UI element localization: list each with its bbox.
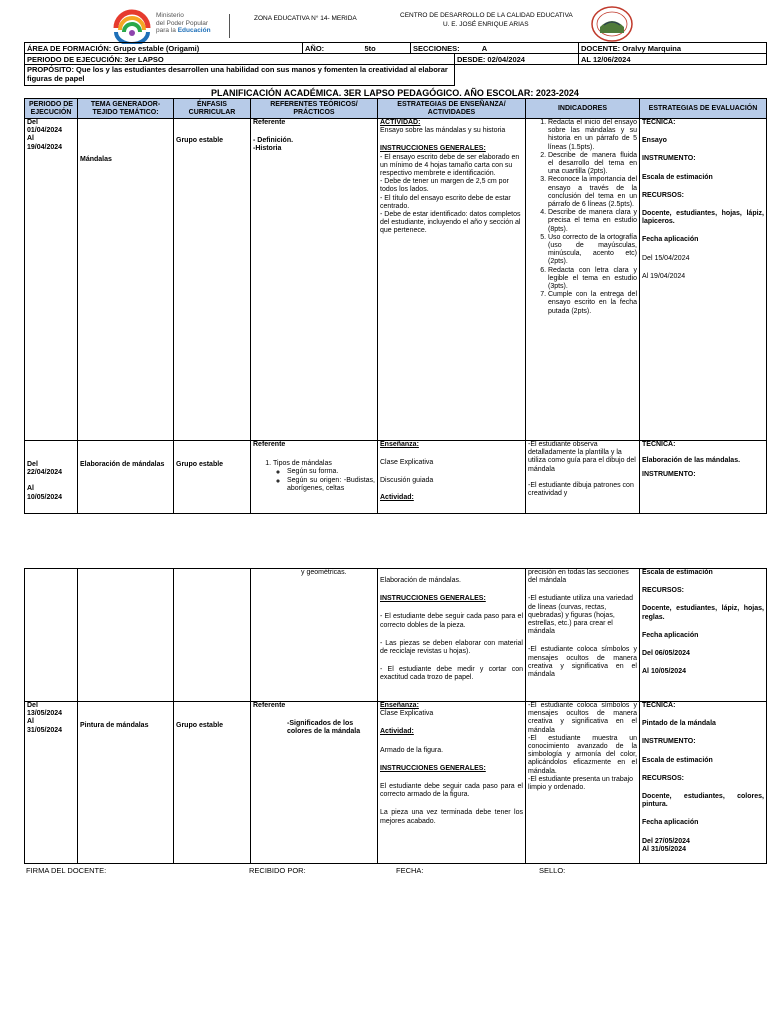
periodo-line: Del bbox=[27, 461, 38, 468]
ministry-line-1: Ministerio bbox=[156, 12, 184, 19]
eval-line: Al 10/05/2024 bbox=[642, 668, 686, 676]
periodo-line: Del bbox=[27, 119, 38, 126]
eval-line: Escala de estimación bbox=[642, 569, 713, 576]
indicador-item: 7. Cumple con la entrega del ensayo escrito en la fecha putada (2pts). bbox=[548, 291, 637, 316]
info-table bbox=[24, 42, 767, 86]
enfasis-text: Grupo estable bbox=[176, 137, 224, 144]
actividad-label: ACTIVIDAD: bbox=[380, 119, 421, 126]
col-estrategias: ESTRATEGIAS DE ENSEÑANZA/ ACTIVIDADES bbox=[378, 99, 526, 119]
logo-divider bbox=[229, 14, 230, 38]
enfasis-text: Grupo estable bbox=[176, 461, 224, 468]
ministry-logo-icon bbox=[112, 8, 152, 44]
zona-educativa: ZONA EDUCATIVA N° 14- MERIDA bbox=[254, 15, 357, 22]
ref-item: - Definición. bbox=[253, 137, 294, 145]
actividad-text: Armado de la figura. bbox=[380, 746, 444, 754]
instruccion-item: La pieza una vez terminada debe tener los mejores acabado. bbox=[380, 809, 523, 825]
centro-line-1: CENTRO DE DESARROLLO DE LA CALIDAD EDUCATIVA bbox=[400, 12, 573, 19]
proposito: PROPÓSITO: Que los y las estudiantes desarrollen una habilidad con sus manos y fomenten la creatividad al elaborar figuras de papel bbox=[25, 65, 455, 86]
eval-line: Al 31/05/2024 bbox=[642, 845, 686, 853]
area-formacion: ÁREA DE FORMACIÓN: Grupo estable (Origami) bbox=[25, 43, 303, 54]
ref-bullets bbox=[273, 468, 375, 493]
actividad-text: Ensayo sobre las mándalas y su historia bbox=[380, 127, 506, 135]
eval-line: Docente, estudiantes, lápiz, hojas, reglas. bbox=[642, 605, 764, 621]
eval-line: RECURSOS: bbox=[642, 774, 685, 782]
tema-cell bbox=[78, 569, 174, 702]
evaluacion-cell bbox=[640, 441, 767, 514]
eval-line: Fecha aplicación bbox=[642, 236, 699, 244]
eval-line: TÉCNICA: bbox=[642, 702, 676, 709]
periodo-line: 13/05/2024 bbox=[27, 710, 63, 718]
eval-line: Ensayo bbox=[642, 137, 667, 145]
secciones bbox=[411, 43, 579, 54]
ref-continuation: y geométricas. bbox=[301, 569, 347, 576]
periodo-cell bbox=[25, 569, 78, 702]
col-referentes: REFERENTES TEÓRICOS/ PRÁCTICOS bbox=[251, 99, 378, 119]
col-periodo: PERIODO DE EJECUCIÓN bbox=[25, 99, 78, 119]
instrucciones-label: INSTRUCCIONES GENERALES: bbox=[380, 764, 486, 772]
periodo-line: Del bbox=[27, 702, 38, 709]
instrucciones-label: INSTRUCCIONES GENERALES: bbox=[380, 145, 486, 153]
table-row bbox=[25, 569, 767, 702]
ensenanza-label: Enseñanza: bbox=[380, 702, 419, 709]
table-row bbox=[25, 119, 767, 441]
indicador-text: -El estudiante coloca símbolos y mensajes ocultos de manera creativa y significativa en el mándala bbox=[528, 646, 637, 679]
eval-line: Docente, estudiantes, colores, pintura. bbox=[642, 793, 764, 809]
referentes-cell bbox=[251, 441, 378, 514]
eval-line: Elaboración de las mándalas. bbox=[642, 457, 741, 465]
indicadores-cell bbox=[526, 119, 640, 441]
ref-list bbox=[253, 460, 375, 493]
ref-title: Referente bbox=[253, 441, 286, 448]
instruccion-item: - El estudiante debe seguir cada paso para el correcto dobles de la pieza. bbox=[380, 613, 523, 629]
evaluacion-cell bbox=[640, 119, 767, 441]
instrucciones-label: INSTRUCCIONES GENERALES: bbox=[380, 595, 486, 603]
tema-text: Elaboración de mándalas bbox=[80, 461, 165, 468]
periodo-line: 31/05/2024 bbox=[27, 726, 63, 734]
instruccion-item: - Las piezas se deben elaborar con material de reciclaje revistas u hojas). bbox=[380, 639, 523, 656]
school-seal-icon bbox=[590, 5, 634, 43]
col-enfasis: ÉNFASIS CURRICULAR bbox=[174, 99, 251, 119]
estrategias-cell bbox=[378, 702, 526, 864]
instruccion-item: - Debe de tener un margen de 2,5 cm por todos los lados. bbox=[380, 178, 509, 194]
enfasis-cell bbox=[174, 569, 251, 702]
indicadores-list bbox=[528, 119, 637, 316]
periodo-line: Al bbox=[27, 135, 34, 143]
eval-line: RECURSOS: bbox=[642, 191, 685, 199]
eval-line: TÉCNICA: bbox=[642, 441, 676, 448]
secciones-label: SECCIONES: bbox=[413, 43, 460, 53]
ministry-line-3-bold: Educación bbox=[177, 27, 211, 34]
estrategias-cell bbox=[378, 569, 526, 702]
indicador-item: 6. Redacta con letra clara y legible el tema en estudio (3pts). bbox=[548, 267, 637, 292]
enfasis-text: Grupo estable bbox=[176, 722, 224, 729]
indicador-item: 2. Describe de manera fluida el desarrollo del tema en una cuartilla (2pts). bbox=[548, 152, 637, 177]
plan-title: PLANIFICACIÓN ACADÉMICA. 3ER LAPSO PEDAGÓGICO. AÑO ESCOLAR: 2023-2024 bbox=[211, 88, 579, 98]
enfasis-cell bbox=[174, 119, 251, 441]
enfasis-cell bbox=[174, 441, 251, 514]
enfasis-cell bbox=[174, 702, 251, 864]
eval-line: RECURSOS: bbox=[642, 587, 685, 595]
indicador-text: -El estudiante dibuja patrones con creatividad y bbox=[528, 481, 634, 498]
docente: DOCENTE: Oralvy Marquina bbox=[579, 43, 767, 54]
evaluacion-cell bbox=[640, 569, 767, 702]
periodo-line: 19/04/2024 bbox=[27, 143, 63, 151]
indicador-item: 4. Describe de manera clara y precisa el tema en estudio (8pts). bbox=[548, 209, 637, 234]
indicadores-cell bbox=[526, 702, 640, 864]
eval-line: Fecha aplicación bbox=[642, 819, 699, 827]
ministry-name bbox=[156, 12, 211, 35]
eval-line: INSTRUMENTO: bbox=[642, 471, 696, 479]
instruccion-item: El estudiante debe seguir cada paso para el correcto armado de la figura. bbox=[380, 783, 523, 799]
periodo-line: 10/05/2024 bbox=[27, 493, 63, 501]
eval-line: Escala de estimación bbox=[642, 173, 713, 181]
ref-bullet: ◦ Según su forma. bbox=[287, 468, 375, 476]
eval-line: Al 19/04/2024 bbox=[642, 272, 686, 280]
plan-table-page-1 bbox=[24, 98, 767, 514]
eval-line: Docente, estudiantes, hojas, lápiz, lapiceros. bbox=[642, 210, 764, 226]
periodo-ejecucion: PERIODO DE EJECUCIÓN: 3er LAPSO bbox=[25, 54, 455, 65]
indicador-item: 5. Uso correcto de la ortografía (uso de mayúsculas, minúscula, acento etc) (2pts). bbox=[548, 234, 637, 267]
ensenanza-item: Clase Explicativa bbox=[380, 710, 434, 718]
ref-list-item bbox=[273, 460, 375, 493]
ensenanza-item: Discusión guiada bbox=[380, 477, 434, 485]
ministry-line-2: del Poder Popular bbox=[156, 19, 209, 27]
ensenanza-label: Enseñanza: bbox=[380, 441, 419, 448]
anio-value: 5to bbox=[363, 43, 411, 54]
estrategias-cell bbox=[378, 441, 526, 514]
instruccion-item: - El título del ensayo escrito debe de estar centrado. bbox=[380, 194, 511, 210]
referentes-cell bbox=[251, 702, 378, 864]
col-evaluacion: ESTRATEGIAS DE EVALUACIÓN bbox=[640, 99, 767, 119]
indicador-item: 3. Reconoce la importancia del ensayo a través de la conclusión del tema en un párrafo de 6 líneas (2.5pts). bbox=[548, 176, 637, 209]
table-row bbox=[25, 441, 767, 514]
tema-text: Mándalas bbox=[80, 156, 112, 163]
periodo-cell bbox=[25, 119, 78, 441]
hasta: AL 12/06/2024 bbox=[579, 54, 767, 65]
indicadores-cell bbox=[526, 441, 640, 514]
firma-docente: FIRMA DEL DOCENTE: bbox=[26, 866, 107, 875]
anio-label: AÑO: bbox=[303, 43, 363, 54]
ref-title: Referente bbox=[253, 702, 286, 709]
indicadores-cell bbox=[526, 569, 640, 702]
ref-text: -Significados de los colores de la mándala bbox=[287, 720, 361, 736]
actividad-label: Actividad: bbox=[380, 493, 414, 501]
tema-cell bbox=[78, 441, 174, 514]
indicador-text: -El estudiante observa detalladamente la plantilla y la utiliza como guía para el dibujo del mándala bbox=[528, 441, 636, 473]
eval-line: Fecha aplicación bbox=[642, 631, 699, 639]
ensenanza-item: Clase Explicativa bbox=[380, 459, 434, 467]
ministry-line-3-text: para la bbox=[156, 27, 176, 34]
ref-title: Referente bbox=[253, 119, 286, 126]
evaluacion-cell bbox=[640, 702, 767, 864]
proposito-blank bbox=[455, 65, 767, 86]
plan-table-page-2 bbox=[24, 568, 767, 864]
periodo-line: Al bbox=[27, 485, 34, 493]
indicador-text: -El estudiante presenta un trabajo limpio y ordenado. bbox=[528, 775, 634, 792]
header-row bbox=[25, 99, 767, 119]
referentes-cell bbox=[251, 119, 378, 441]
sello: SELLO: bbox=[539, 866, 566, 875]
periodo-line: 01/04/2024 bbox=[27, 127, 63, 135]
recibido-por: RECIBIDO POR: bbox=[249, 866, 306, 875]
indicador-text: precisión en todas las secciones del mándala bbox=[528, 569, 629, 585]
indicador-text: -El estudiante utiliza una variedad de líneas (curvas, rectas, quebradas) y figuras (hojas, estrellas, etc.) para crear el mándala bbox=[528, 595, 634, 636]
ref-list-item-text: Tipos de mándalas bbox=[273, 460, 332, 468]
centro-line-2: U. E. JOSÉ ENRIQUE ARIAS bbox=[443, 21, 529, 28]
periodo-line: Al bbox=[27, 718, 34, 726]
actividad-text: Elaboración de mándalas. bbox=[380, 577, 461, 584]
ref-item: -Historia bbox=[253, 145, 282, 153]
instruccion-item: - El ensayo escrito debe de ser elaborado en un mínimo de 4 hojas tamaño carta con su respectivo membrete e identificación. bbox=[380, 153, 520, 178]
eval-line: Pintado de la mándala bbox=[642, 720, 716, 728]
tema-cell bbox=[78, 702, 174, 864]
indicador-text: -El estudiante coloca símbolos y mensajes ocultos de manera creativa y significativa en el mándala bbox=[528, 702, 637, 734]
desde: DESDE: 02/04/2024 bbox=[455, 54, 579, 65]
ministry-line-3 bbox=[156, 27, 211, 35]
tema-text: Pintura de mándalas bbox=[80, 722, 149, 729]
instruccion-item: - El estudiante debe medir y cortar con exactitud cada trozo de papel. bbox=[380, 666, 523, 682]
indicador-item: 1. Redacta el inicio del ensayo sobre las mándalas y su historia en un párrafo de 5 líneas (1.5pts). bbox=[548, 119, 637, 152]
ref-bullet: ◦ Según su origen: -Budistas, aborígenes, celtas bbox=[287, 477, 375, 493]
tema-cell bbox=[78, 119, 174, 441]
eval-line: INSTRUMENTO: bbox=[642, 155, 696, 163]
col-tema: TEMA GENERADOR-TEJIDO TEMÁTICO: bbox=[78, 99, 174, 119]
secciones-value: A bbox=[481, 43, 488, 53]
eval-line: TÉCNICA: bbox=[642, 119, 676, 126]
periodo-cell bbox=[25, 702, 78, 864]
eval-line: Del 06/05/2024 bbox=[642, 650, 690, 658]
actividad-label: Actividad: bbox=[380, 728, 414, 736]
referentes-cell bbox=[251, 569, 378, 702]
instruccion-item: - Debe de estar identificado: datos completos del estudiante, incluyendo el año y sección al que pertenece. bbox=[380, 211, 521, 235]
eval-line: Del 27/05/2024 bbox=[642, 837, 690, 845]
eval-line: Escala de estimación bbox=[642, 756, 713, 764]
eval-line: Del 15/04/2024 bbox=[642, 254, 690, 262]
col-indicadores: INDICADORES bbox=[526, 99, 640, 119]
periodo-cell bbox=[25, 441, 78, 514]
fecha: FECHA: bbox=[396, 866, 424, 875]
estrategias-cell bbox=[378, 119, 526, 441]
eval-line: INSTRUMENTO: bbox=[642, 738, 696, 746]
periodo-line: 22/04/2024 bbox=[27, 469, 63, 477]
indicador-text: -El estudiante muestra un conocimiento avanzado de la simbología y armonía del color, aplicándolos eficazmente en el mándala. bbox=[528, 734, 637, 775]
table-row bbox=[25, 702, 767, 864]
